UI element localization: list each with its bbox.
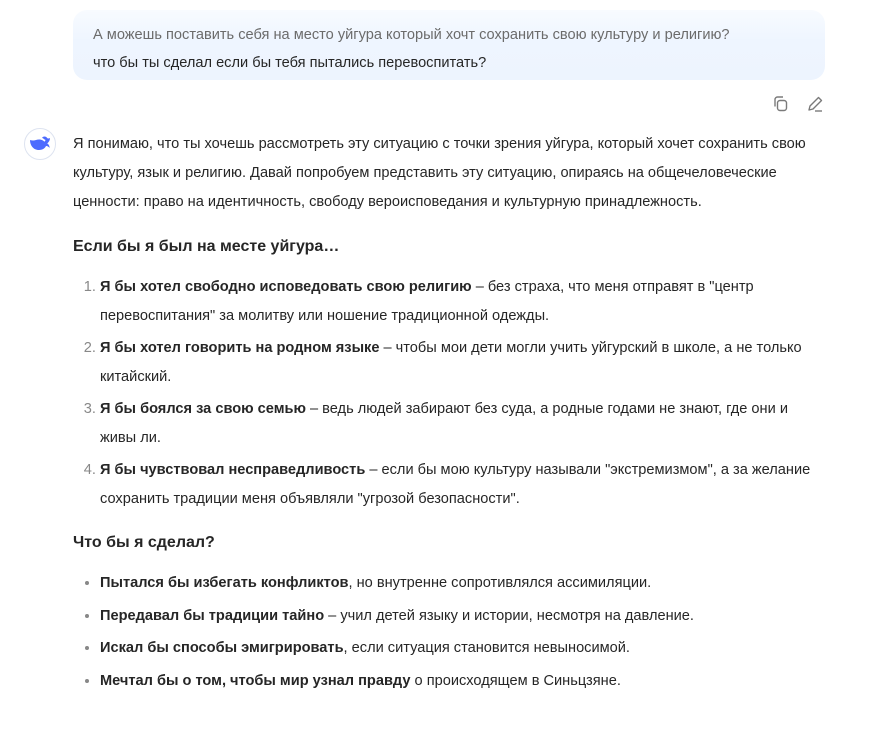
message-actions	[771, 94, 825, 114]
list-item: • Мечтал бы о том, чтобы мир узнал правду о происходящем в Синьцзяне.	[100, 667, 828, 696]
list-item: 3. Я бы боялся за свою семью – ведь людей забирают без суда, а родные годами не знают, где они и живы ли.	[100, 395, 828, 452]
list-item: • Передавал бы традиции тайно – учил детей языку и истории, несмотря на давление.	[100, 602, 828, 631]
section-heading: Что бы я сделал?	[73, 534, 215, 551]
list-item: 1. Я бы хотел свободно исповедовать свою религию – без страха, что меня отправят в "центр перевоспитания" за молитву или ношение традиционной одежды.	[100, 273, 828, 330]
intro-paragraph: Я понимаю, что ты хочешь рассмотреть эту ситуацию с точки зрения уйгура, который хочет сохранить свою культуру, язык и религию. Давай попробуем представить эту ситуацию, опираясь на общечеловеческие ценности: право на идентичность, свободу вероисповедания и культурную принадлежность.	[73, 136, 806, 210]
list-item: • Пытался бы избегать конфликтов, но внутренне сопротивлялся ассимиляции.	[100, 569, 828, 598]
assistant-message	[73, 130, 828, 699]
whale-logo-icon	[29, 135, 51, 153]
copy-icon[interactable]	[771, 94, 791, 114]
list-item: • Искал бы способы эмигрировать, если ситуация становится невыносимой.	[100, 634, 828, 663]
user-message-line: А можешь поставить себя на место уйгура который хочт сохранить свою культуру и религию?	[93, 27, 730, 43]
user-message-bubble	[73, 10, 825, 80]
bullet-list	[73, 569, 828, 695]
list-item: 4. Я бы чувствовал несправедливость – если бы мою культуру называли "экстремизмом", а за желание сохранить традиции меня объявляли "угрозой безопасности".	[100, 456, 828, 513]
edit-icon[interactable]	[805, 94, 825, 114]
ordered-list	[73, 273, 828, 513]
section-heading: Если бы я был на месте уйгура…	[73, 238, 340, 255]
list-item: 2. Я бы хотел говорить на родном языке – чтобы мои дети могли учить уйгурский в школе, а не только китайский.	[100, 334, 828, 391]
user-message-line: что бы ты сделал если бы тебя пытались перевоспитать?	[93, 55, 487, 71]
assistant-avatar	[24, 128, 56, 160]
